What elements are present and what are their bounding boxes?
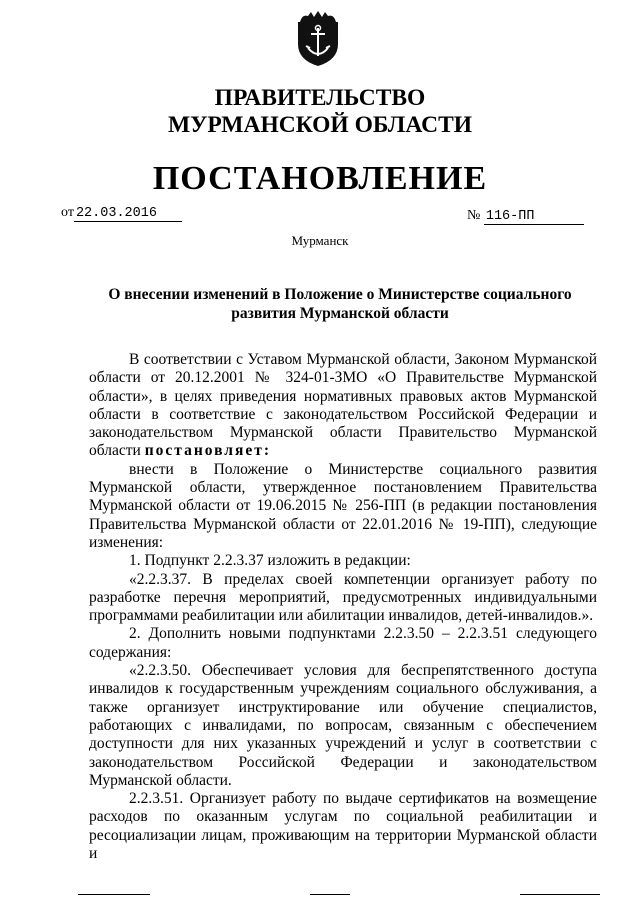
document-body bbox=[89, 351, 597, 863]
paragraph-preamble bbox=[89, 351, 597, 461]
paragraph-amend-intro: внести в Положение о Министерстве социального развития Мурманской области, утвержденное постановлением Правительства Мурманской области от 19.06.2015 № 256-ПП (в редакции постановления Правительства Мурманской области от 22.01.2016 № 19-ПП), следующие изменения: bbox=[89, 460, 597, 551]
footer-rule-center bbox=[310, 894, 350, 895]
date-value: 22.03.2016 bbox=[74, 206, 182, 222]
paragraph-2-2-3-50: «2.2.3.50. Обеспечивает условия для беспрепятственного доступа инвалидов к государственным учреждениям социального обслуживания, а также организует инструктирование или обучение специалистов, работающих с инвалидами, по вопросам, связанным с обеспечением доступности для них указанных учреждений и услуг в соответствии с законодательством Российской Федерации и законодательством Мурманской области. bbox=[89, 662, 597, 789]
paragraph-2-2-3-51: 2.2.3.51. Организует работу по выдаче сертификатов на возмещение расходов по оказанным услугам по социальной реабилитации и ресоциализации лицам, проживающим на территории Мурманской области и bbox=[89, 790, 597, 863]
paragraph-2-2-3-37: «2.2.3.37. В пределах своей компетенции организует работу по разработке перечня мероприятий, предусмотренных индивидуальными программами реабилитации или абилитации инвалидов, детей-инвалидов.». bbox=[89, 570, 597, 625]
coat-of-arms-emblem bbox=[294, 10, 342, 68]
city-label: Мурманск bbox=[291, 233, 349, 248]
document-type-heading: ПОСТАНОВЛЕНИЕ bbox=[152, 160, 488, 197]
paragraph-item-1: 1. Подпункт 2.2.3.37 изложить в редакции: bbox=[129, 552, 411, 570]
date-prefix: от bbox=[61, 205, 74, 220]
government-name-line2: МУРМАНСКОЙ ОБЛАСТИ bbox=[167, 112, 473, 138]
preamble-text: В соответствии с Уставом Мурманской области, Законом Мурманской области от 20.12.2001 № 324-01-ЗМО «О Правительстве Мурманской области», в целях приведения нормативных правовых актов Мурманской области в соответствие с законодательством Российской Федерации и законодательством Мурманской области Правительство Мурманской области bbox=[89, 351, 597, 460]
number-prefix: № bbox=[467, 208, 481, 223]
footer-rule-right bbox=[520, 894, 600, 895]
paragraph-item-2: 2. Дополнить новыми подпунктами 2.2.3.50 – 2.2.3.51 следующего содержания: bbox=[89, 625, 597, 661]
date-field bbox=[61, 205, 182, 222]
decree-keyword: постановляет: bbox=[144, 442, 272, 460]
footer-rule-left bbox=[78, 894, 150, 895]
number-field bbox=[467, 208, 584, 225]
document-title: О внесении изменений в Положение о Министерстве социального развития Мурманской области bbox=[108, 286, 572, 322]
government-name-line1: ПРАВИТЕЛЬСТВО bbox=[214, 85, 426, 111]
number-value: 116-ПП bbox=[484, 209, 584, 225]
